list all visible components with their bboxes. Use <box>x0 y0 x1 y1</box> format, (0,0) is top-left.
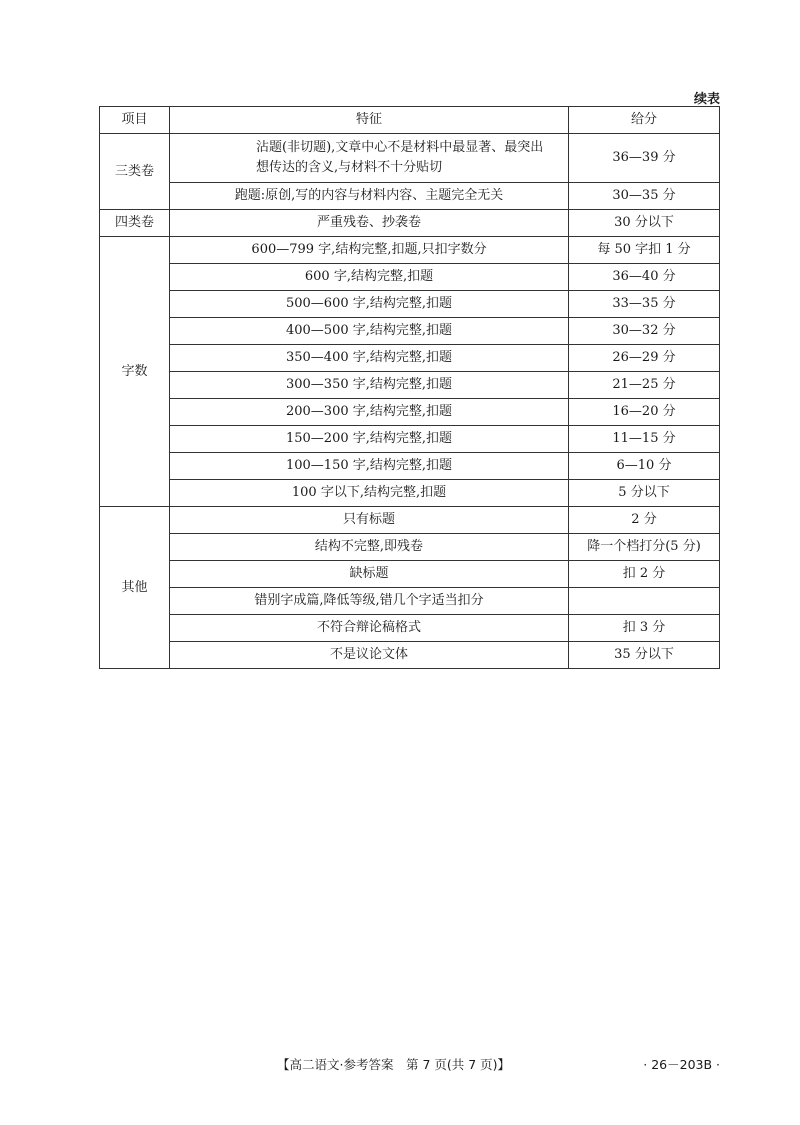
score-cell: 16—20 分 <box>569 399 720 426</box>
feature-cell: 沾题(非切题),文章中心不是材料中最显著、最突出想传达的含义,与材料不十分贴切 <box>170 134 569 183</box>
header-score: 给分 <box>569 107 720 134</box>
table-row <box>100 183 720 210</box>
header-feature: 特征 <box>170 107 569 134</box>
footer-page-code: · 26－203B · <box>643 1057 720 1072</box>
category-cell: 四类卷 <box>100 210 170 237</box>
score-cell: 降一个档打分(5 分) <box>569 534 720 561</box>
footer-title: 【高二语文·参考答案 第 7 页(共 7 页)】 <box>277 1057 511 1072</box>
table-row <box>100 426 720 453</box>
table-row <box>100 318 720 345</box>
score-cell: 扣 3 分 <box>569 615 720 642</box>
table-row <box>100 210 720 237</box>
table-row <box>100 615 720 642</box>
score-cell: 35 分以下 <box>569 642 720 669</box>
score-cell: 扣 2 分 <box>569 561 720 588</box>
table-row <box>100 588 720 615</box>
category-cell: 字数 <box>100 237 170 507</box>
table-row <box>100 453 720 480</box>
table-row <box>100 345 720 372</box>
feature-cell: 跑题:原创,写的内容与材料内容、主题完全无关 <box>170 183 569 210</box>
score-cell: 6—10 分 <box>569 453 720 480</box>
feature-cell: 100—150 字,结构完整,扣题 <box>170 453 569 480</box>
feature-cell: 只有标题 <box>170 507 569 534</box>
table-row <box>100 264 720 291</box>
feature-cell: 200—300 字,结构完整,扣题 <box>170 399 569 426</box>
score-cell: 11—15 分 <box>569 426 720 453</box>
table-row <box>100 561 720 588</box>
feature-cell: 不是议论文体 <box>170 642 569 669</box>
feature-cell: 600 字,结构完整,扣题 <box>170 264 569 291</box>
table-row <box>100 642 720 669</box>
header-item: 项目 <box>100 107 170 134</box>
grading-table <box>99 106 720 669</box>
feature-cell: 350—400 字,结构完整,扣题 <box>170 345 569 372</box>
feature-cell: 100 字以下,结构完整,扣题 <box>170 480 569 507</box>
score-cell: 21—25 分 <box>569 372 720 399</box>
score-cell: 36—39 分 <box>569 134 720 183</box>
category-cell: 三类卷 <box>100 134 170 210</box>
header-row <box>100 107 720 134</box>
score-cell: 30—35 分 <box>569 183 720 210</box>
score-cell: 5 分以下 <box>569 480 720 507</box>
feature-cell: 500—600 字,结构完整,扣题 <box>170 291 569 318</box>
table-row <box>100 534 720 561</box>
continued-label: 续表 <box>693 92 720 107</box>
score-cell: 26—29 分 <box>569 345 720 372</box>
table-row <box>100 134 720 183</box>
score-cell: 30 分以下 <box>569 210 720 237</box>
feature-cell: 不符合辩论稿格式 <box>170 615 569 642</box>
score-cell: 2 分 <box>569 507 720 534</box>
feature-cell: 缺标题 <box>170 561 569 588</box>
score-cell: 33—35 分 <box>569 291 720 318</box>
table-row <box>100 291 720 318</box>
score-cell <box>569 588 720 615</box>
score-cell: 36—40 分 <box>569 264 720 291</box>
feature-cell: 400—500 字,结构完整,扣题 <box>170 318 569 345</box>
feature-cell: 300—350 字,结构完整,扣题 <box>170 372 569 399</box>
table-row <box>100 399 720 426</box>
feature-cell: 严重残卷、抄袭卷 <box>170 210 569 237</box>
table-row <box>100 480 720 507</box>
table-row <box>100 507 720 534</box>
table-row <box>100 237 720 264</box>
feature-cell: 错别字成篇,降低等级,错几个字适当扣分 <box>170 588 569 615</box>
feature-cell: 600—799 字,结构完整,扣题,只扣字数分 <box>170 237 569 264</box>
feature-cell: 结构不完整,即残卷 <box>170 534 569 561</box>
feature-cell: 150—200 字,结构完整,扣题 <box>170 426 569 453</box>
category-cell: 其他 <box>100 507 170 669</box>
score-cell: 每 50 字扣 1 分 <box>569 237 720 264</box>
score-cell: 30—32 分 <box>569 318 720 345</box>
table-row <box>100 372 720 399</box>
